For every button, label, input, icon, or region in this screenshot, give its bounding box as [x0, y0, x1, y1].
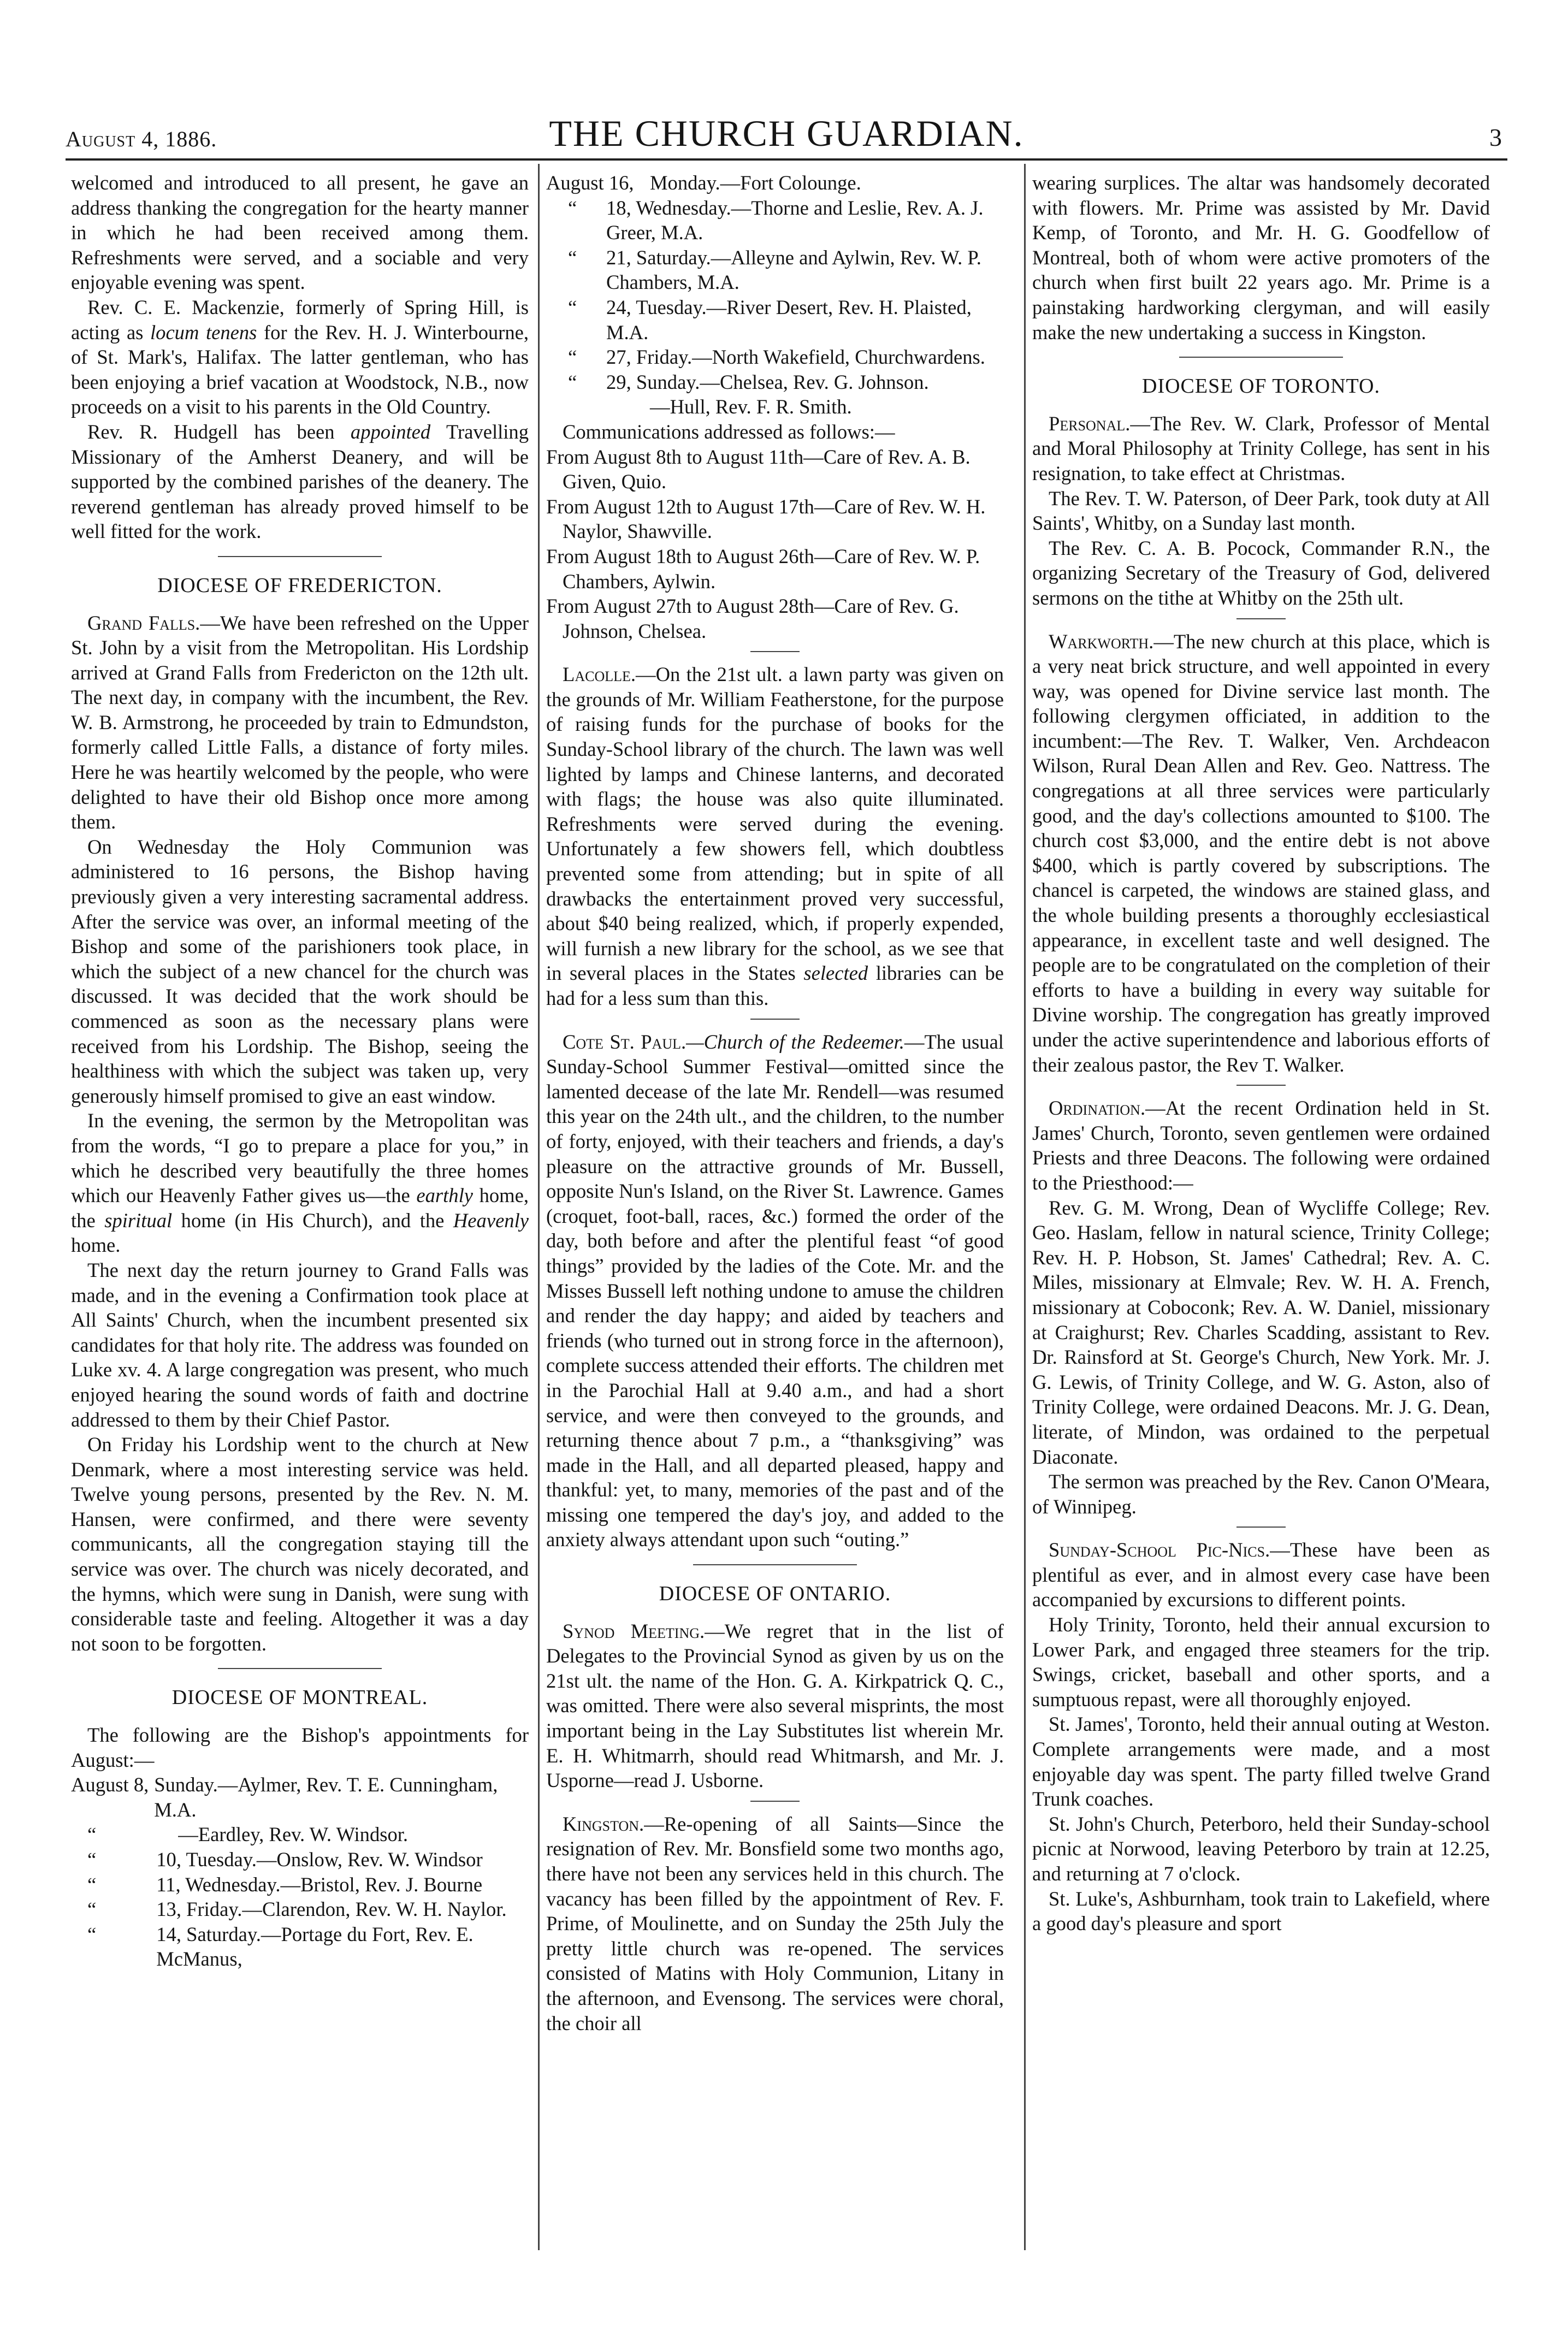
appointment-item: “ 18, Wednesday.—Thorne and Leslie, Rev. A. J. Greer, M.A.: [568, 196, 984, 244]
run-in-head: Warkworth.: [1049, 630, 1154, 653]
column-2: [546, 170, 1004, 2251]
paragraph: Rev. R. Hudgell has been appointed Travelling Missionary of the Amherst Deanery, and will be supported by the combined parishes of the deanery. The reverend gentleman has already proved himself to be well fitted for the work.: [71, 420, 529, 543]
run-in-head: Kingston.: [563, 1812, 644, 1835]
paragraph: The sermon was preached by the Rev. Canon O'Meara, of Winnipeg.: [1032, 1470, 1490, 1518]
address-item: From August 27th to August 28th—Care of Rev. G. Johnson, Chelsea.: [546, 595, 959, 642]
divider: [1179, 357, 1343, 358]
run-in-head: Ordination.: [1049, 1097, 1146, 1120]
page-header: [66, 109, 1507, 158]
appointment-item: “ 11, Wednesday.—Bristol, Rev. J. Bourne: [87, 1873, 483, 1896]
newspaper-title: THE CHURCH GUARDIAN.: [549, 113, 1024, 154]
appointment-item: “ 29, Sunday.—Chelsea, Rev. G. Johnson.: [568, 370, 929, 393]
appointment-item: “ 14, Saturday.—Portage du Fort, Rev. E. McManus,: [87, 1922, 474, 1971]
paragraph: The Rev. C. A. B. Pocock, Commander R.N., the organizing Secretary of the Treasury of God, delivered sermons on the tithe at Whitby on the 25th ult.: [1032, 536, 1490, 609]
paragraph: welcomed and introduced to all present, he gave an address thanking the congregation for the hearty manner in which he had been received among them. Refreshments were served, and a sociable and very enjoyable evening was spent.: [71, 171, 529, 294]
run-in-head: Personal.: [1049, 412, 1131, 435]
divider: [750, 1801, 800, 1802]
run-in-head: Sunday-School Pic-Nics.: [1049, 1539, 1270, 1561]
paragraph: Warkworth.—The new church at this place, which is a very neat brick structure, and well appointed in every way, was opened for Divine service last month. The following clergymen officiated, in addition to the incumbent:—The Rev. T. Walker, Ven. Archdeacon Wilson, Rural Dean Allen and Rev. Geo. Nattress. The congregations at all three services were particularly good, and the day's collections amounted to $100. The church cost $3,000, and the entire debt is not above $400, which is partly covered by subscriptions. The chancel is carpeted, the windows are stained glass, and the whole building presents a thoroughly ecclesiastical appearance, in excellent taste and well designed. The people are to be congratulated on the completion of their efforts to have a building in every way suitable for Divine worship. The congregation has greatly improved under the active superintendence and laborious efforts of their zealous pastor, the Rev T. Walker.: [1032, 630, 1490, 1076]
page-number: 3: [1489, 123, 1502, 151]
address-item: From August 18th to August 26th—Care of Rev. W. P. Chambers, Aylwin.: [546, 545, 980, 593]
paragraph: Kingston.—Re-opening of all Saints—Since the resignation of Rev. Mr. Bonsfield some two months ago, there have not been any services held in this church. The vacancy has been filled by the appointment of Rev. F. Prime, of Moulinette, and on Sunday the 25th July the pretty little church was re-opened. The services consisted of Matins with Holy Communion, Litany in the afternoon, and Evensong. The services were choral, the choir all: [546, 1812, 1004, 2034]
section-heading: DIOCESE OF MONTREAL.: [171, 1686, 428, 1709]
section-heading: DIOCESE OF FREDERICTON.: [157, 573, 442, 597]
divider: [750, 651, 800, 652]
paragraph: Rev. C. E. Mackenzie, formerly of Spring Hill, is acting as locum tenens for the Rev. H. J. Winterbourne, of St. Mark's, Halifax. The latter gentleman, who has been enjoying a brief vacation at Woodstock, N.B., now proceeds on a visit to his parents in the Old Country.: [71, 295, 529, 418]
appointment-item: “ —Eardley, Rev. W. Windsor.: [87, 1823, 409, 1846]
paragraph: St. Luke's, Ashburnham, took train to Lakefield, where a good day's pleasure and sport: [1032, 1887, 1490, 1935]
section-heading: DIOCESE OF TORONTO.: [1142, 375, 1380, 398]
divider: [693, 1564, 857, 1565]
appointment-item: “ 27, Friday.—North Wakefield, Churchwardens.: [568, 346, 985, 369]
appointment-list: [71, 1772, 529, 1972]
paragraph: Holy Trinity, Toronto, held their annual excursion to Lower Park, and engaged three steamers for the trip. Swings, cricket, baseball and other sports, and a sumptuous repast, were all thoroughly enjoyed.: [1032, 1613, 1490, 1711]
paragraph: Personal.—The Rev. W. Clark, Professor of Mental and Moral Philosophy at Trinity College, has sent in his resignation, to take effect at Christmas.: [1032, 412, 1490, 484]
address-item: From August 8th to August 11th—Care of Rev. A. B. Given, Quio.: [546, 445, 971, 493]
appointment-item: “ 13, Friday.—Clarendon, Rev. W. H. Naylor.: [87, 1898, 507, 1921]
divider: [1236, 618, 1286, 619]
divider: [750, 1019, 800, 1020]
header-rule: [66, 158, 1507, 161]
issue-date: August 4, 1886.: [66, 127, 217, 151]
run-in-head: Lacolle.: [563, 663, 636, 686]
paragraph: Sunday-School Pic-Nics.—These have been as plentiful as ever, and in almost every case have been accompanied by excursions to different points.: [1032, 1539, 1490, 1611]
paragraph: In the evening, the sermon by the Metropolitan was from the words, “I go to prepare a place for you,” in which he described very beautifully the three homes which our Heavenly Father gives us—the earthly home, the spiritual home (in His Church), and the Heavenly home.: [71, 1109, 529, 1257]
run-in-head: Synod Meeting.: [563, 1619, 705, 1642]
paragraph: Synod Meeting.—We regret that in the list of Delegates to the Provincial Synod as given by us on the 21st ult. the name of the Hon. G. A. Kirkpatrick Q. C., was omitted. There were also several misprints, the most important being in the Lay Substitutes list wherein Mr. E. H. Whitmarrh, should read Whitmarsh, and Mr. J. Usporne—read J. Usborne.: [546, 1619, 1004, 1792]
divider: [218, 1668, 382, 1669]
appointment-list: [546, 170, 1004, 419]
paragraph: Lacolle.—On the 21st ult. a lawn party was given on the grounds of Mr. William Featherstone, for the purpose of raising funds for the purchase of books for the Sunday-School library of the church. The lawn was well lighted by lamps and Chinese lanterns, and decorated with flags; the house was also quite illuminated. Refreshments were served during the evening. Unfortunately a few showers fell, which doubtless prevented some from attending; but in spite of all drawbacks the entertainment proved very successful, about $40 being realized, which, if properly expended, will furnish a new library for the school, as we see that in several places in the States selected libraries can be had for a less sum than this.: [546, 663, 1004, 1009]
column-rule: [538, 164, 540, 2250]
address-item: From August 12th to August 17th—Care of Rev. W. H. Naylor, Shawville.: [546, 495, 986, 543]
paragraph: The Rev. T. W. Paterson, of Deer Park, took duty at All Saints', Whitby, on a Sunday last month.: [1032, 487, 1490, 535]
run-in-head: Cote St. Paul.: [563, 1030, 687, 1053]
divider: [1236, 1527, 1286, 1528]
paragraph: On Friday his Lordship went to the church at New Denmark, where a most interesting service was held. Twelve young persons, presented by the Rev. N. M. Hansen, were confirmed, and there were seventy communicants, all the congregation staying till the service was over. The church was nicely decorated, and the hymns, which were sung in Danish, were sung with considerable taste and feeling. Altogether it was a day not soon to be forgotten.: [71, 1433, 529, 1655]
appointment-item: “ 24, Tuesday.—River Desert, Rev. H. Plaisted, M.A.: [568, 295, 972, 344]
divider: [218, 556, 382, 557]
appointment-item: “ 21, Saturday.—Alleyne and Aylwin, Rev. W. P. Chambers, M.A.: [568, 246, 981, 294]
appointment-item: —Hull, Rev. F. R. Smith.: [650, 395, 852, 418]
run-in-head: Grand Falls.: [87, 611, 200, 634]
paragraph: Rev. G. M. Wrong, Dean of Wycliffe College; Rev. Geo. Haslam, fellow in natural science, Trinity College; Rev. H. P. Hobson, St. James' Cathedral; Rev. A. C. Miles, missionary at Elmvale; Rev. W. H. A. French, missionary at Coboconk; Rev. A. W. Daniel, missionary at Craighurst; Rev. Charles Scadding, assistant to Rev. Dr. Rainsford at St. George's Church, New York. Mr. J. G. Lewis, of Trinity College, and W. G. Aston, also of Trinity College, were ordained Deacons. Mr. J. G. Dean, literate, of Mindon, was ordained to the perpetual Diaconate.: [1032, 1196, 1490, 1468]
paragraph: Communications addressed as follows:—: [563, 420, 895, 443]
appointment-item: “ 10, Tuesday.—Onslow, Rev. W. Windsor: [87, 1848, 483, 1871]
column-1: [71, 170, 529, 2251]
column-rule: [1024, 164, 1026, 2250]
appointment-item: August 8, Sunday.—Aylmer, Rev. T. E. Cunningham, M.A.: [71, 1773, 498, 1821]
paragraph: Grand Falls.—We have been refreshed on the Upper St. John by a visit from the Metropolitan. His Lordship arrived at Grand Falls from Fredericton on the 12th ult. The next day, in company with the incumbent, the Rev. W. B. Armstrong, he proceeded by train to Edmundston, formerly called Little Falls, a distance of forty miles. Here he was heartily welcomed by the people, who were delighted to have their old Bishop once more among them.: [71, 611, 529, 833]
paragraph: On Wednesday the Holy Communion was administered to 16 persons, the Bishop having previously given a very interesting sacramental address. After the service was over, an informal meeting of the Bishop and some of the parishioners took place, in which the subject of a new chancel for the church was discussed. It was decided that the work should be commenced as soon as the necessary plans were received from his Lordship. The Bishop, seeing the healthiness with which the subject was taken up, very generously himself promised to give an east window.: [71, 835, 529, 1107]
paragraph: St. James', Toronto, held their annual outing at Weston. Complete arrangements were made, and a most enjoyable day was spent. The party filled twelve Grand Trunk coaches.: [1032, 1713, 1490, 1811]
paragraph: wearing surplices. The altar was handsomely decorated with flowers. Mr. Prime was assisted by Mr. David Kemp, of Toronto, and Mr. H. G. Goodfellow of Montreal, both of whom were active promoters of the church when first built 22 years ago. Mr. Prime is a painstaking hardworking clergyman, and will easily make the new undertaking a success in Kingston.: [1032, 171, 1490, 344]
paragraph: The next day the return journey to Grand Falls was made, and in the evening a Confirmation took place at All Saints' Church, when the incumbent presented six candidates for that holy rite. The address was founded on Luke xv. 4. A large congregation was present, who much enjoyed hearing the sound words of faith and doctrine addressed to them by their Chief Pastor.: [71, 1258, 529, 1431]
paragraph: The following are the Bishop's appointments for August:—: [71, 1724, 529, 1771]
appointment-item: August 16, Monday.—Fort Colounge.: [546, 171, 861, 194]
paragraph: Ordination.—At the recent Ordination held in St. James' Church, Toronto, seven gentlemen were ordained Priests and three Deacons. The following were ordained to the Priesthood:—: [1032, 1097, 1490, 1194]
section-heading: DIOCESE OF ONTARIO.: [659, 1582, 891, 1606]
paragraph: Cote St. Paul.—Church of the Redeemer.—The usual Sunday-School Summer Festival—omitted since the lamented decease of the late Mr. Rendell—was resumed this year on the 24th ult., and the children, to the number of forty, enjoyed, with their teachers and friends, a day's pleasure on the attractive grounds of Mr. Bussell, opposite Nun's Island, on the River St. Lawrence. Games (croquet, foot-ball, races, &c.) formed the order of the day, both before and after the plentiful feast “of good things” provided by the ladies of the Cote. Mr. and the Misses Bussell left nothing undone to amuse the children and render the day happy; and aided by teachers and friends (who turned out in strong force in the afternoon), complete success attended their efforts. The children met in the Parochial Hall at 9.40 a.m., and had a short service, and were then conveyed to the grounds, and returning thence about 7 p.m., a “thanksgiving” was made in the Hall, and all departed pleased, happy and thankful: yet, to many, memories of the past and of the missing one tempered the day's joy, and added to the anxiety always attendant upon such “outing.”: [546, 1030, 1004, 1551]
column-3: [1032, 170, 1490, 2251]
paragraph: St. John's Church, Peterboro, held their Sunday-school picnic at Norwood, leaving Peterboro by train at 12.25, and returning at 7 o'clock.: [1032, 1812, 1490, 1885]
divider: [1236, 1085, 1286, 1086]
